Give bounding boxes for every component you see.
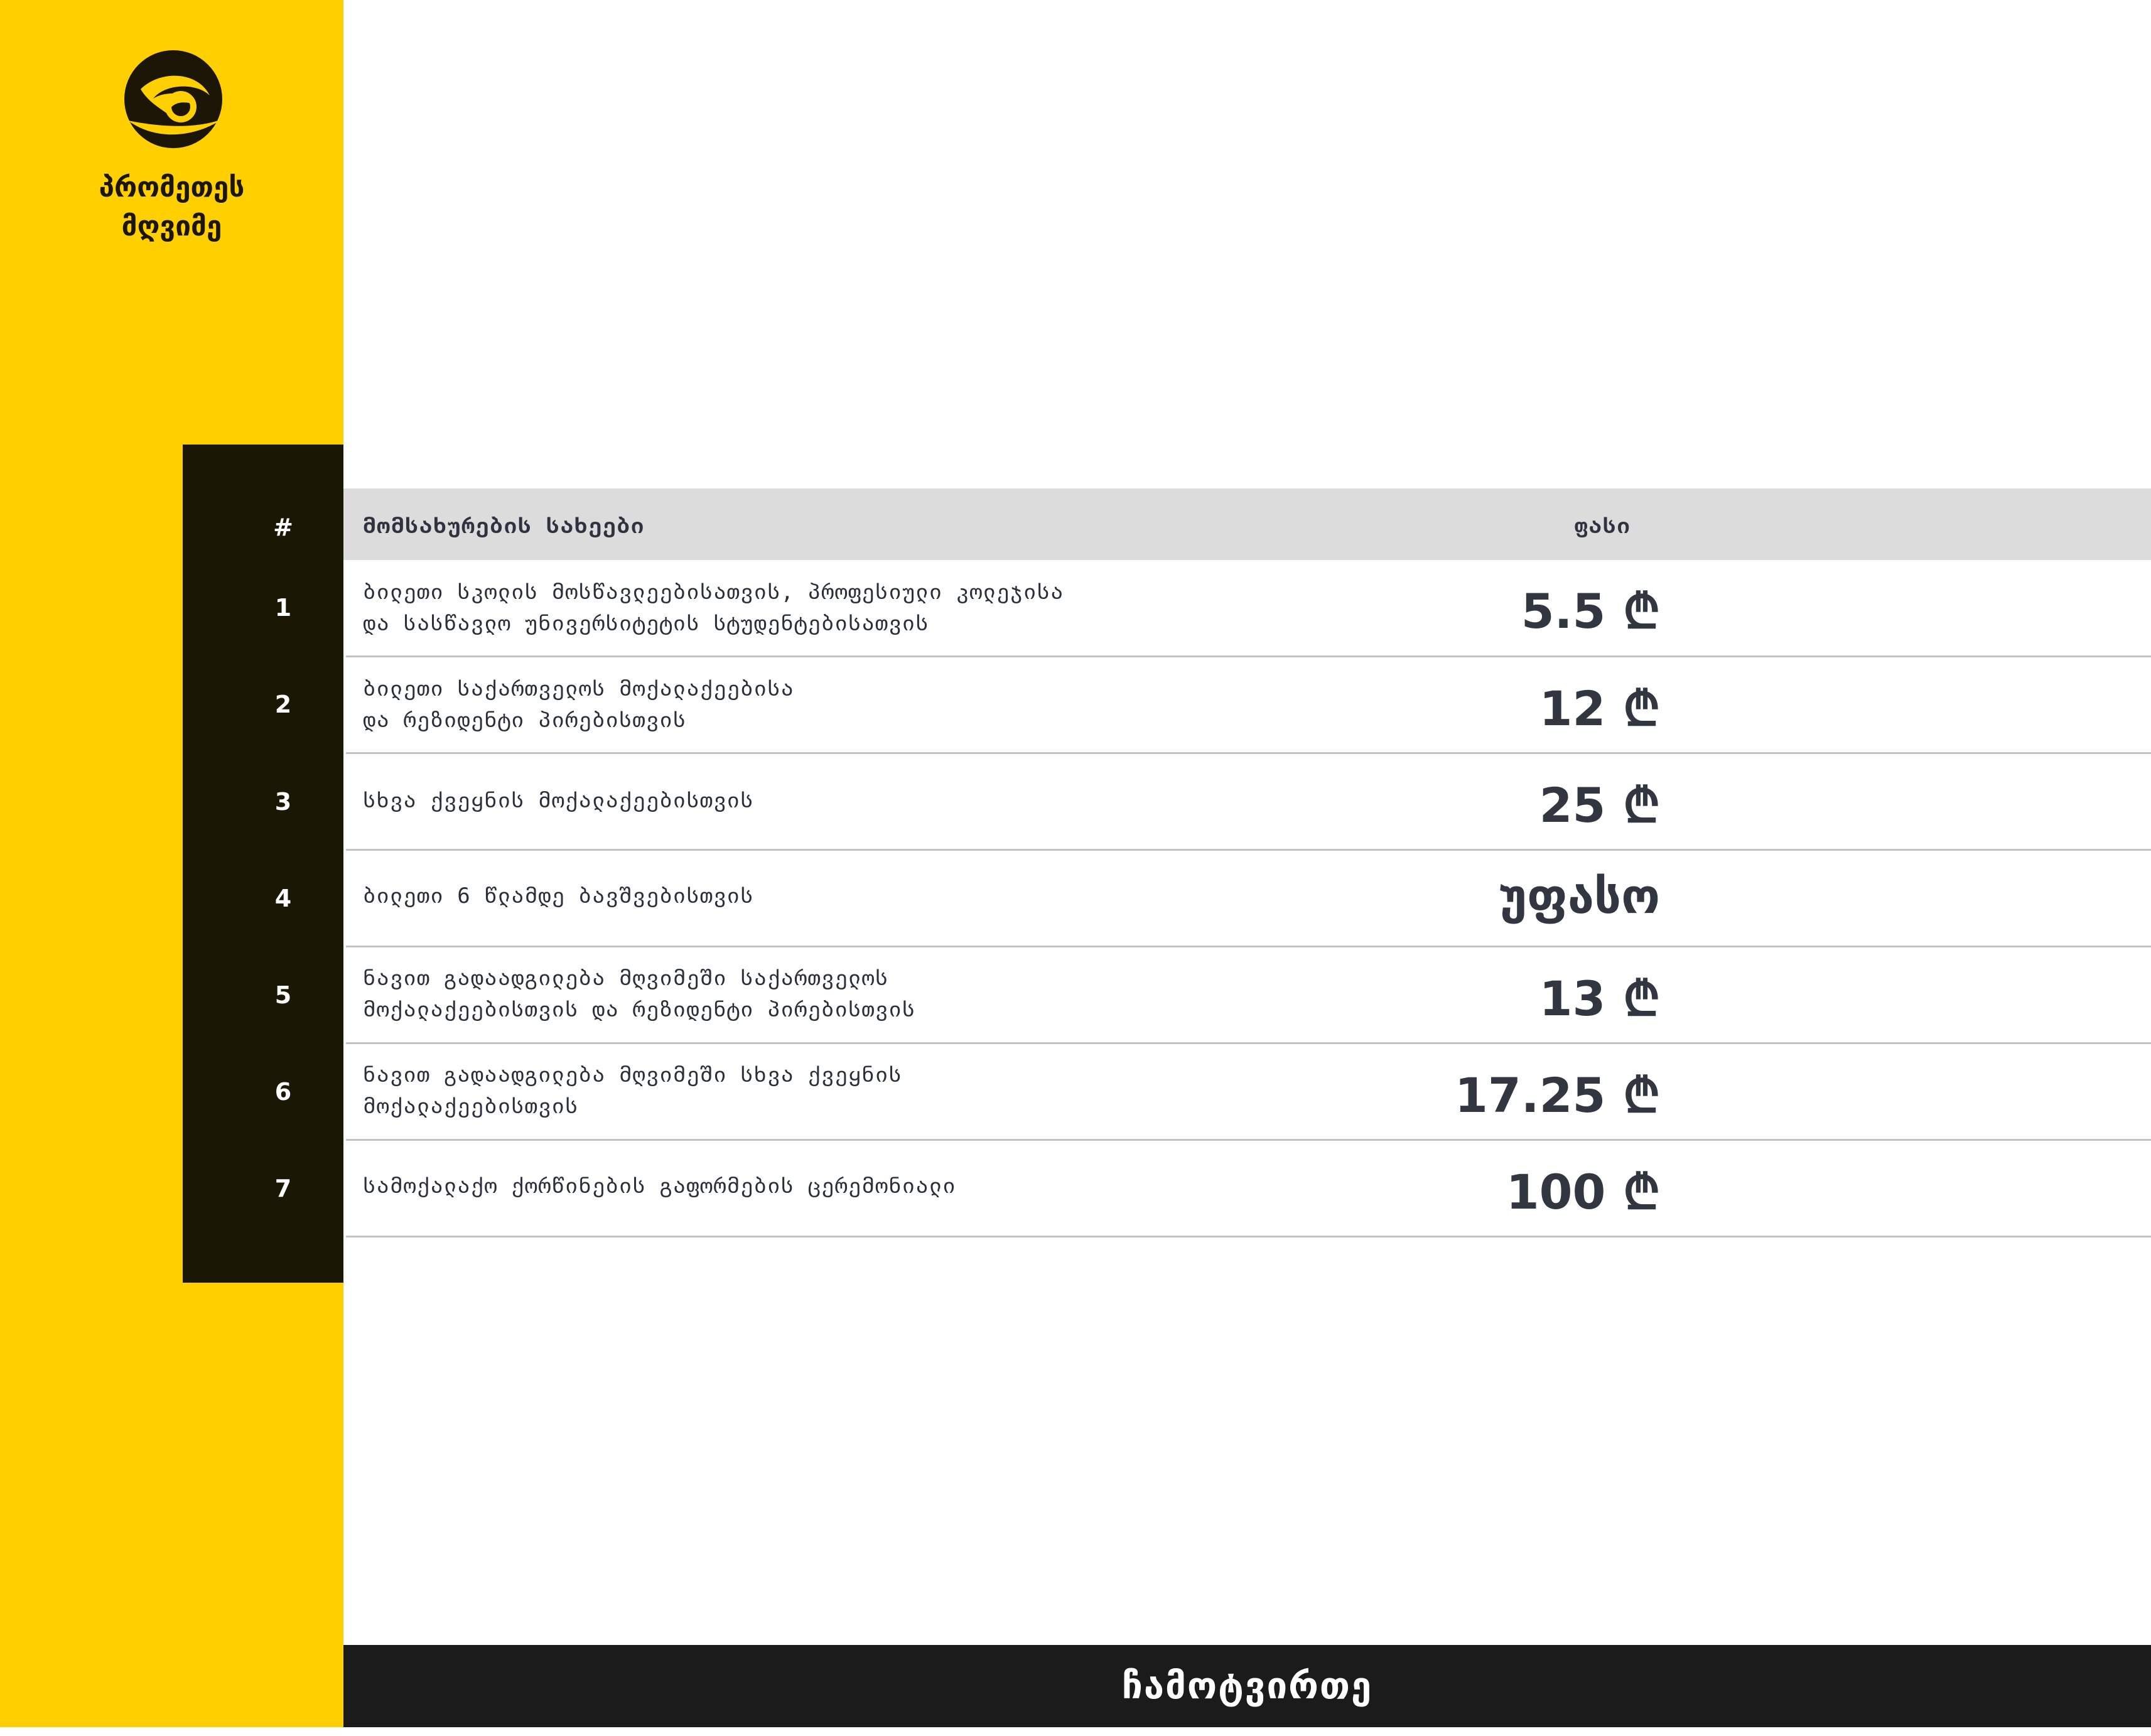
table-row-service bbox=[363, 576, 1064, 639]
row-number: 5 bbox=[274, 981, 292, 1009]
service-line: ბილეთი სკოლის მოსწავლეებისათვის, პროფესიული კოლეჯისა bbox=[363, 580, 1064, 605]
brand-name-line2: მღვიმე bbox=[121, 210, 222, 242]
row-divider bbox=[346, 946, 2151, 947]
price-value: 12 bbox=[1539, 681, 1606, 736]
service-line: ნავით გადაადგილება მღვიმეში საქართველოს bbox=[363, 966, 889, 991]
price-value: 13 bbox=[1539, 971, 1606, 1027]
row-divider bbox=[346, 655, 2151, 657]
price-value: 25 bbox=[1539, 777, 1606, 833]
price-value: 100 bbox=[1506, 1164, 1606, 1220]
table-row-service bbox=[363, 1170, 956, 1202]
row-divider bbox=[346, 1139, 2151, 1141]
row-divider bbox=[346, 849, 2151, 851]
brand-name-line1: პრომეთეს bbox=[99, 171, 245, 203]
lari-icon: ₾ bbox=[1623, 1164, 1660, 1220]
header-price: ფასი bbox=[1575, 514, 1631, 539]
row-price bbox=[1539, 965, 1660, 1030]
row-number: 4 bbox=[274, 885, 292, 912]
service-line: ნავით გადაადგილება მღვიმეში სხვა ქვეყნის bbox=[363, 1062, 902, 1087]
row-number: 1 bbox=[274, 594, 292, 622]
download-button[interactable]: ჩამოტვირთე bbox=[1121, 1664, 1373, 1707]
row-price bbox=[1499, 868, 1660, 924]
number-column bbox=[183, 445, 343, 1283]
table-row-service bbox=[363, 673, 794, 736]
cave-logo-icon bbox=[116, 45, 229, 152]
row-divider bbox=[346, 1042, 2151, 1044]
row-price bbox=[1521, 578, 1660, 642]
price-value: 17.25 bbox=[1454, 1067, 1606, 1123]
lari-icon: ₾ bbox=[1623, 681, 1660, 736]
lari-icon: ₾ bbox=[1623, 583, 1660, 639]
service-line: ბილეთი 6 წლამდე ბავშვებისთვის bbox=[363, 883, 754, 908]
row-number: 6 bbox=[274, 1078, 292, 1106]
service-line: სხვა ქვეყნის მოქალაქეებისთვის bbox=[363, 788, 754, 813]
header-number: # bbox=[273, 514, 293, 541]
service-line: მოქალაქეებისთვის და რეზიდენტი პირებისთვის bbox=[363, 997, 916, 1022]
footer-bar bbox=[343, 1645, 2151, 1727]
brand-logo[interactable] bbox=[0, 45, 343, 246]
service-line: და სასწავლო უნივერსიტეტის სტუდენტებისათვის bbox=[363, 611, 929, 636]
service-line: მოქალაქეებისთვის bbox=[363, 1094, 579, 1119]
row-price bbox=[1539, 772, 1660, 836]
row-price bbox=[1506, 1158, 1660, 1223]
price-value: 5.5 bbox=[1521, 583, 1606, 639]
row-price bbox=[1455, 1062, 1660, 1126]
row-number: 2 bbox=[274, 691, 292, 718]
table-row-service bbox=[363, 1059, 902, 1122]
row-price bbox=[1539, 675, 1660, 740]
row-number: 3 bbox=[274, 788, 292, 816]
service-line: და რეზიდენტი პირებისთვის bbox=[363, 708, 687, 733]
table-row-service bbox=[363, 880, 754, 912]
lari-icon: ₾ bbox=[1623, 971, 1660, 1027]
lari-icon: ₾ bbox=[1623, 777, 1660, 833]
table-row-service bbox=[363, 785, 754, 816]
service-line: ბილეთი საქართველოს მოქალაქეებისა bbox=[363, 676, 795, 701]
row-divider bbox=[346, 1236, 2151, 1237]
header-service: მომსახურების სახეები bbox=[363, 514, 645, 539]
row-number: 7 bbox=[274, 1175, 292, 1202]
service-line: სამოქალაქო ქორწინების გაფორმების ცერემონიალი bbox=[363, 1173, 956, 1199]
table-row-service bbox=[363, 962, 915, 1025]
row-divider bbox=[346, 752, 2151, 754]
price-value: უფასო bbox=[1499, 868, 1660, 924]
lari-icon: ₾ bbox=[1623, 1067, 1660, 1123]
